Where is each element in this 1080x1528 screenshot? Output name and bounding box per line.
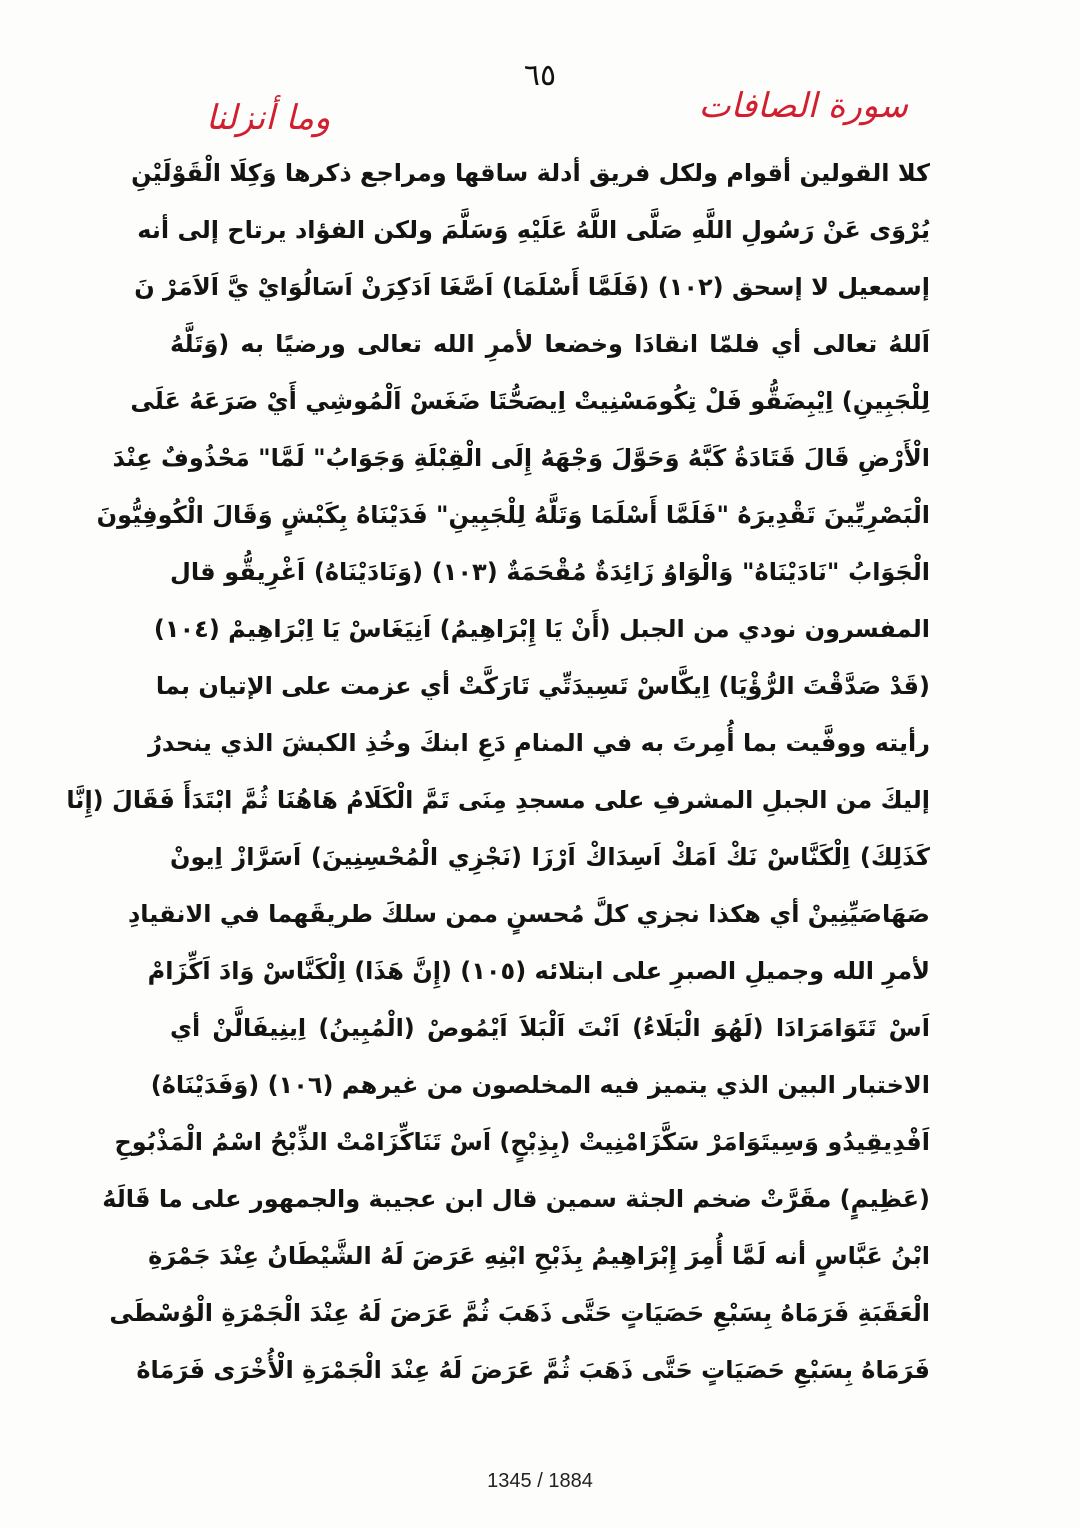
text-line: اَسْ تَتَوَامَرَادَا (لَهُوَ الْبَلَاءُ) اَنْتَ اَلْبَلاَ اَيْمُوصْ (الْمُبِينُ) اِينِيفَالَّنْ أي	[170, 1014, 930, 1042]
text-line: كَذَلِكَ) اِلْكَنَّاسْ نَكْ اَمَكْ اَسِدَاكْ اَرْزَا (نَجْزِي الْمُحْسِنِينَ) اَسَرَّازْ اِيونْ	[170, 843, 930, 871]
text-line: الاختبار البين الذي يتميز فيه المخلصون من غيرهم (١٠٦) (وَفَدَيْنَاهُ)	[150, 1071, 930, 1099]
text-line: إليكَ من الجبلِ المشرفِ على مسجدِ مِنَى تَمَّ الْكَلَامُ هَاهُنَا ثُمَّ ابْتَدَأَ فَقَالَ (إِنَّا	[66, 786, 930, 814]
text-line: الْبَصْرِيِّينَ تَقْدِيرَهُ "فَلَمَّا أَسْلَمَا وَتَلَّهُ لِلْجَبِينِ" فَدَيْنَاهُ بِكَبْشٍ وَقَالَ الْكُوفِيُّونَ	[96, 501, 930, 529]
text-line: لِلْجَبِينِ) اِيْبِضَقُّو فَلْ تِكُومَسْنِيتْ اِيصَحُّتَا ضَغَسْ اَلْمُوشِي أَيْ صَرَعَهُ عَلَى	[130, 387, 930, 415]
text-line: رأيته ووفَّيت بما أُمِرتَ به في المنامِ دَعِ ابنكَ وخُذِ الكبشَ الذي ينحدرُ	[148, 729, 930, 757]
text-line: لأمرِ الله وجميلِ الصبرِ على ابتلائه (١٠٥) (إِنَّ هَذَا) اِلْكَنَّاسْ وَادَ اَكِّزَامْ	[147, 957, 930, 985]
text-line: إسمعيل لا إسحق (١٠٢) (فَلَمَّا أَسْلَمَا) اَصَّغَا اَدَكِرَنْ اَسَالُوَايْ يَّ اَلاَمَرْ نَ	[134, 273, 930, 301]
text-line: اَفْدِيقِيدُو وَسِيتَوَامَرْ سَكَّزَامْنِيتْ (بِذِبْحٍ) اَسْ تَنَاكِّزَامْتْ الذِّبْحُ اسْمُ الْمَذْبُوحِ	[114, 1128, 930, 1156]
handwritten-note: وما أنزلنا	[206, 98, 331, 138]
page-number: ٦٥	[523, 58, 557, 93]
text-line: صَهَاصَيِّنِينْ أي هكذا نجزي كلَّ مُحسنٍ ممن سلكَ طريقَهما في الانقيادِ	[127, 900, 930, 928]
text-line: الْأَرْضِ قَالَ قَتَادَةُ كَبَّهُ وَحَوَّلَ وَجْهَهُ إِلَى الْقِبْلَةِ وَجَوَابُ" لَمَّا" مَحْذُوفٌ عِنْدَ	[112, 444, 930, 472]
text-line: الْعَقَبَةِ فَرَمَاهُ بِسَبْعِ حَصَيَاتٍ حَتَّى ذَهَبَ ثُمَّ عَرَضَ لَهُ عِنْدَ الْجَمْرَةِ الْوُسْطَى	[109, 1299, 930, 1327]
text-line: (قَدْ صَدَّقْتَ الرُّؤْيَا) اِيكَّاسْ تَسِيدَتِّي تَارَكَّتْ أي عزمت على الإتيان بما	[155, 672, 930, 700]
body-text	[66, 145, 930, 1399]
text-line: الْجَوَابُ "نَادَيْنَاهُ" وَالْوَاوُ زَائِدَةٌ مُقْحَمَةٌ (١٠٣) (وَنَادَيْنَاهُ) اَغْرِيقُّو قال	[170, 558, 930, 586]
text-line: ابْنُ عَبَّاسٍ أنه لَمَّا أُمِرَ إِبْرَاهِيمُ بِذَبْحِ ابْنِهِ عَرَضَ لَهُ الشَّيْطَانُ عِنْدَ جَمْرَةِ	[148, 1242, 930, 1270]
text-line: فَرَمَاهُ بِسَبْعِ حَصَيَاتٍ حَتَّى ذَهَبَ ثُمَّ عَرَضَ لَهُ عِنْدَ الْجَمْرَةِ الْأُخْرَى فَرَمَاهُ	[136, 1356, 930, 1384]
text-line: اَللهُ تعالى أي فلمّا انقادَا وخضعا لأمرِ الله تعالى ورضيًا به (وَتَلَّهُ	[170, 330, 930, 358]
text-line: كلا القولين أقوام ولكل فريق أدلة ساقها ومراجع ذكرها وَكِلَا الْقَوْلَيْنِ	[131, 159, 930, 187]
text-line: (عَظِيمٍ) مقَرَّتْ ضخم الجثة سمين قال ابن عجيبة والجمهور على ما قَالَهُ	[102, 1185, 930, 1213]
pagination-indicator: 1345 / 1884	[487, 1470, 593, 1492]
text-line: المفسرون نودي من الجبل (أَنْ يَا إِبْرَاهِيمُ) اَنِيَغَاسْ يَا اِبْرَاهِيمْ (١٠٤)	[153, 615, 930, 643]
handwritten-surah-name: سورة الصافات	[698, 86, 908, 126]
text-line: يُرْوَى عَنْ رَسُولِ اللَّهِ صَلَّى اللَّهُ عَلَيْهِ وَسَلَّمَ ولكن الفؤاد يرتاح إلى أنه	[137, 216, 930, 244]
